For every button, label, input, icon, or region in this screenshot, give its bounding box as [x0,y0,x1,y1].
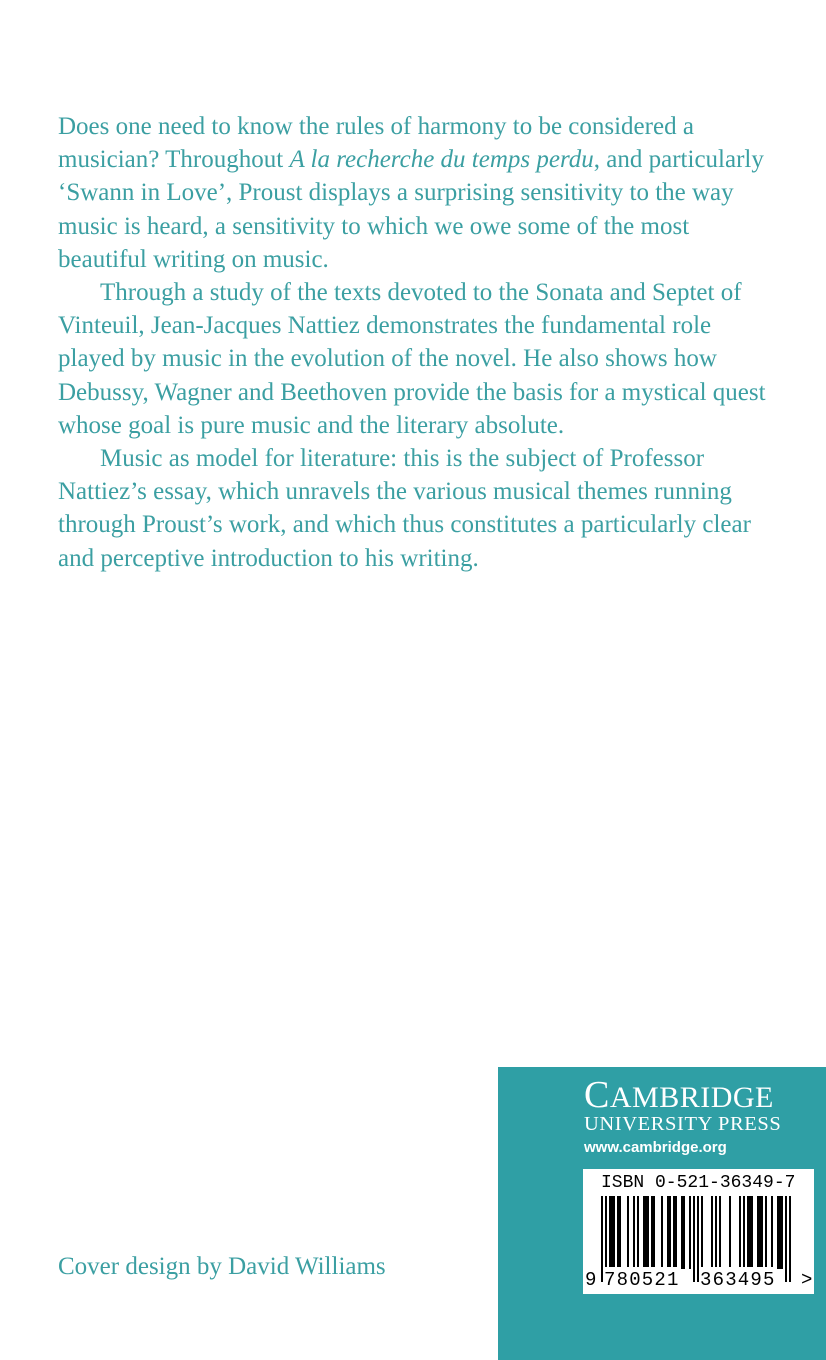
publisher-subtitle: UNIVERSITY PRESS [584,1113,782,1135]
barcode-bar [613,1196,615,1269]
isbn-barcode [583,1169,814,1294]
blurb-p1-end: , and particularly ‘Swann in Love’, Proust displays a surprising sensitivity to the way music is heard, a sensitivity to which we owe some of the most beautiful writing on music. [58,146,764,273]
back-cover-blurb [58,110,772,575]
barcode-digit-first: 9 [585,1269,597,1291]
publisher-panel [498,1067,826,1360]
barcode-bar [771,1196,773,1269]
barcode-bar [757,1196,759,1269]
barcode-bar [643,1196,645,1269]
barcode-bar [627,1196,629,1269]
barcode-bar [749,1196,751,1269]
barcode-bar [637,1196,639,1269]
barcode-bar [651,1196,653,1269]
barcode-bar [689,1196,691,1269]
barcode-bar [747,1196,749,1269]
blurb-paragraph-3: Music as model for literature: this is the subject of Professor Nattiez’s essay, which unravels the various musical themes running through Proust’s work, and which thus constitutes a particularly clear and perceptive introduction to his writing. [58,445,751,572]
barcode-bar [669,1196,671,1269]
book-title: A la recherche du temps perdu [289,146,594,174]
barcode-bar [681,1196,683,1269]
barcode-bar [743,1196,745,1269]
barcode-bar [711,1196,713,1269]
barcode-bar [645,1196,647,1269]
publisher-name-rest: AMBRIDGE [609,1081,774,1114]
barcode-bar [781,1196,783,1269]
barcode-bar [653,1196,655,1269]
barcode-bar [673,1196,675,1269]
barcode-digits-left: 780521 [604,1269,680,1291]
blurb-paragraph-1 [58,110,772,276]
barcode-digits-right: 363495 [700,1269,776,1291]
blurb-paragraph-2: Through a study of the texts devoted to the Sonata and Septet of Vinteuil, Jean-Jacques Nattiez demonstrates the fundamental role played by music in the evolution of the novel. He also shows how Debussy, Wagner and Beethoven provide the basis for a mystical quest whose goal is pure music and the literary absolute. [58,279,766,439]
barcode-bar [661,1196,663,1269]
barcode-bar [701,1196,703,1269]
barcode-arrow: > [801,1269,813,1291]
blurb-p1-start: Does one need to know the rules of harmony to be considered a musician? Throughout [58,113,694,174]
barcode-bar [647,1196,649,1269]
publisher-name-initial: C [584,1074,610,1116]
barcode-bar [729,1196,731,1269]
barcode-bar [739,1196,741,1269]
cover-design-credit: Cover design by David Williams [58,1253,386,1280]
barcode-bar [779,1196,781,1269]
barcode-bar [675,1196,677,1269]
barcode-bar [751,1196,753,1269]
barcode-bar [683,1196,685,1269]
barcode-bar [719,1196,721,1269]
barcode-bar [611,1196,613,1269]
publisher-url: www.cambridge.org [584,1139,727,1156]
isbn-label: ISBN 0-521-36349-7 [601,1173,796,1193]
publisher-name [584,1075,774,1118]
barcode-bar [777,1196,779,1269]
barcode-bar [715,1196,717,1269]
barcode-bar [609,1196,611,1269]
barcode-bar [633,1196,635,1269]
barcode-bar [617,1196,619,1269]
barcode-bar [759,1196,761,1269]
barcode-bar [619,1196,621,1269]
barcode-digits [583,1267,814,1293]
barcode-bar [765,1196,767,1269]
barcode-bar [761,1196,763,1269]
barcode-bar [667,1196,669,1269]
